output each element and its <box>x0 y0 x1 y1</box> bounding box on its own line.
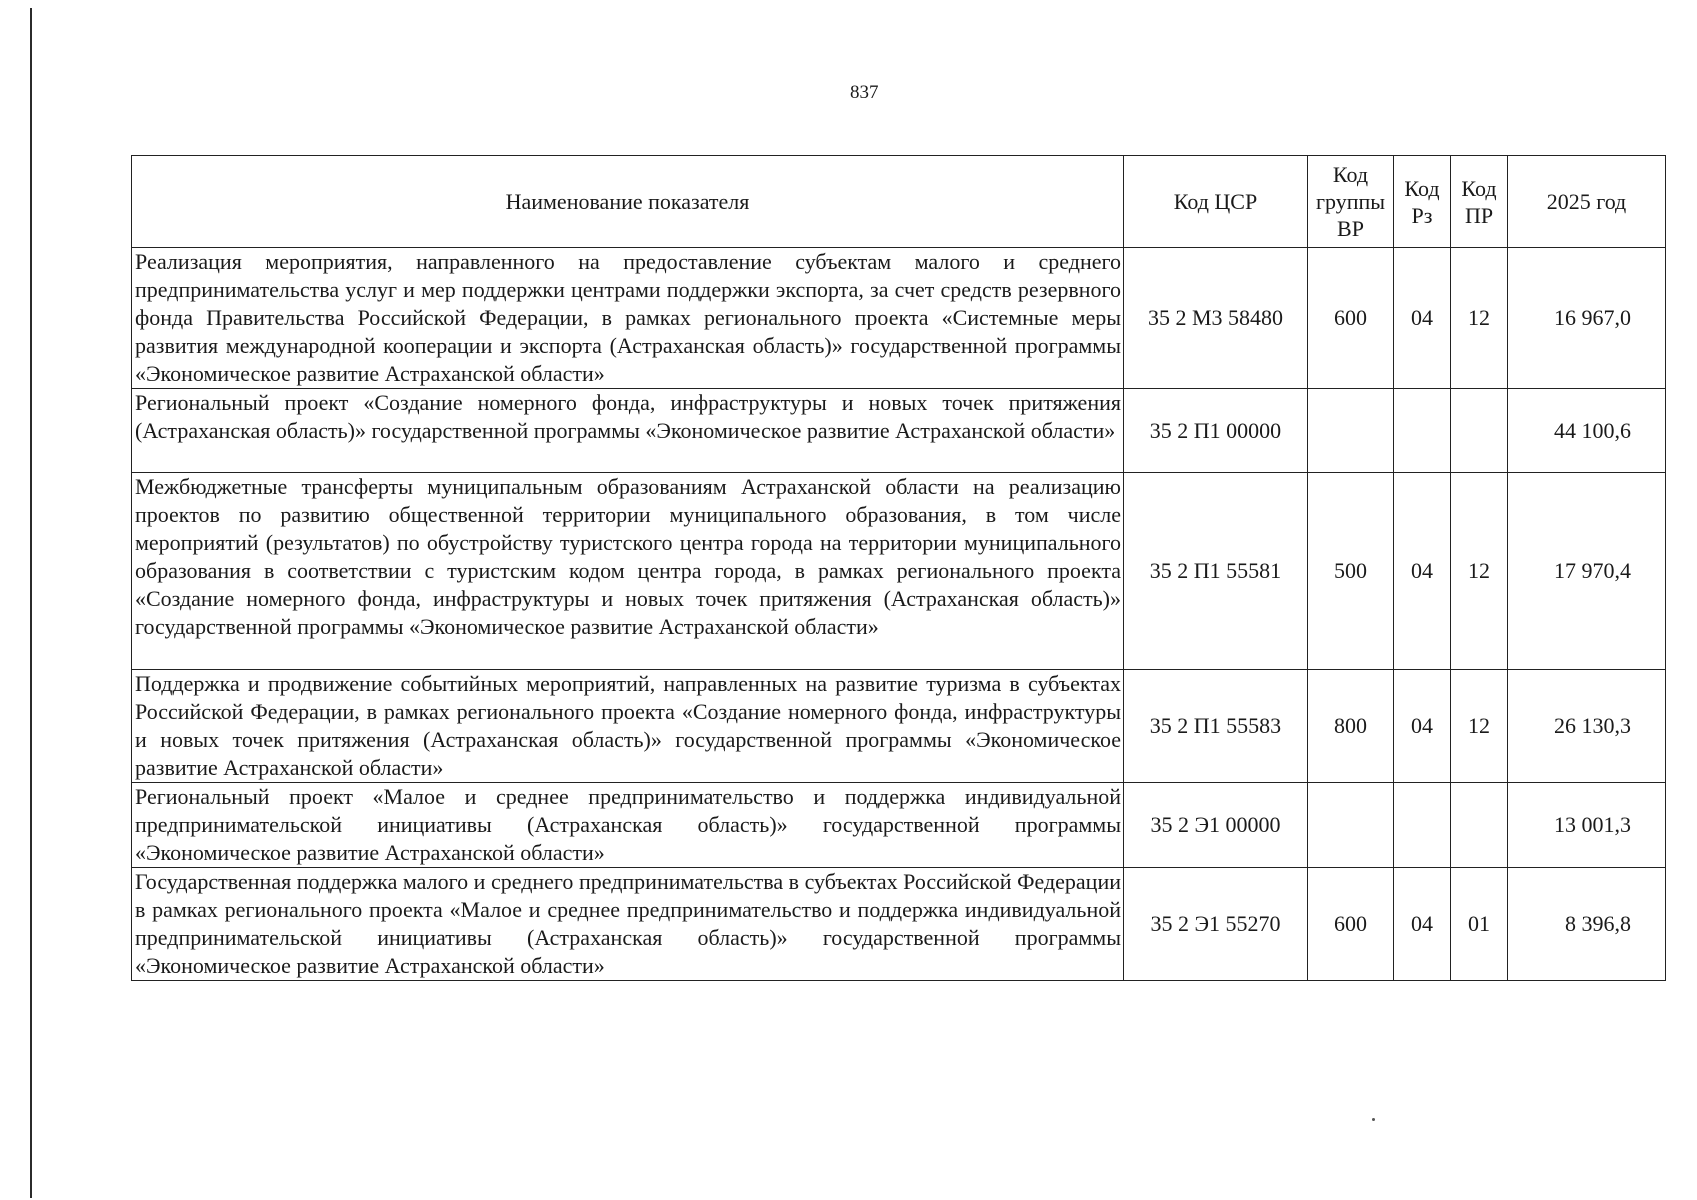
row-indicator-name: Поддержка и продвижение событийных мероприятий, направленных на развитие туризма в субъектах Российской Федерации, в рамках регионального проекта «Создание номерного фонда, инфраструктуры и новых точек притяжения (Астраханская область)» государственной программы «Экономическое развитие Астраханской области» <box>132 670 1124 783</box>
row-csr-code: 35 2 П1 55581 <box>1124 473 1308 670</box>
row-vr-code <box>1308 389 1394 473</box>
row-amount-2025: 17 970,4 <box>1508 473 1666 670</box>
row-indicator-name: Региональный проект «Создание номерного фонда, инфраструктуры и новых точек притяжения (Астраханская область)» государственной программы «Экономическое развитие Астраханской области» <box>132 389 1124 473</box>
table-row <box>132 473 1666 670</box>
row-indicator-name: Государственная поддержка малого и среднего предпринимательства в субъектах Российской Федерации в рамках регионального проекта «Малое и среднее предпринимательство и поддержка индивидуальной предпринимательской инициативы (Астраханская область)» государственной программы «Экономическое развитие Астраханской области» <box>132 868 1124 981</box>
table-row <box>132 670 1666 783</box>
row-pr-code: 12 <box>1451 670 1508 783</box>
row-vr-code <box>1308 783 1394 868</box>
page-number: 837 <box>850 82 879 103</box>
header-indicator-name: Наименование показателя <box>132 156 1124 248</box>
header-csr-code: Код ЦСР <box>1124 156 1308 248</box>
row-rz-code <box>1394 783 1451 868</box>
row-rz-code: 04 <box>1394 670 1451 783</box>
row-rz-code: 04 <box>1394 868 1451 981</box>
row-pr-code: 12 <box>1451 248 1508 389</box>
row-indicator-name: Региональный проект «Малое и среднее предпринимательство и поддержка индивидуальной предпринимательской инициативы (Астраханская область)» государственной программы «Экономическое развитие Астраханской области» <box>132 783 1124 868</box>
row-vr-code: 500 <box>1308 473 1394 670</box>
table-row <box>132 248 1666 389</box>
row-rz-code: 04 <box>1394 248 1451 389</box>
row-csr-code: 35 2 П1 00000 <box>1124 389 1308 473</box>
row-amount-2025: 8 396,8 <box>1508 868 1666 981</box>
row-indicator-name: Межбюджетные трансферты муниципальным образованиям Астраханской области на реализацию проектов по развитию общественной территории муниципального образования, в том числе мероприятий (результатов) по обустройству туристского центра города на территории муниципального образования в соответствии с туристским кодом центра города, в рамках регионального проекта «Создание номерного фонда, инфраструктуры и новых точек притяжения (Астраханская область)» государственной программы «Экономическое развитие Астраханской области» <box>132 473 1124 670</box>
row-amount-2025: 16 967,0 <box>1508 248 1666 389</box>
table-row <box>132 389 1666 473</box>
header-year-2025: 2025 год <box>1508 156 1666 248</box>
row-csr-code: 35 2 Э1 00000 <box>1124 783 1308 868</box>
row-amount-2025: 44 100,6 <box>1508 389 1666 473</box>
row-vr-code: 800 <box>1308 670 1394 783</box>
row-vr-code: 600 <box>1308 868 1394 981</box>
row-indicator-name: Реализация мероприятия, направленного на предоставление субъектам малого и среднего предпринимательства услуг и мер поддержки центрами поддержки экспорта, за счет средств резервного фонда Правительства Российской Федерации, в рамках регионального проекта «Системные меры развития международной кооперации и экспорта (Астраханская область)» государственной программы «Экономическое развитие Астраханской области» <box>132 248 1124 389</box>
header-rz-code: Код Рз <box>1394 156 1451 248</box>
row-csr-code: 35 2 П1 55583 <box>1124 670 1308 783</box>
table-row <box>132 868 1666 981</box>
budget-table <box>131 155 1666 981</box>
row-csr-code: 35 2 Э1 55270 <box>1124 868 1308 981</box>
row-pr-code: 12 <box>1451 473 1508 670</box>
row-amount-2025: 13 001,3 <box>1508 783 1666 868</box>
header-vr-group-code: Код группы ВР <box>1308 156 1394 248</box>
row-rz-code <box>1394 389 1451 473</box>
row-csr-code: 35 2 М3 58480 <box>1124 248 1308 389</box>
header-pr-code: Код ПР <box>1451 156 1508 248</box>
row-pr-code: 01 <box>1451 868 1508 981</box>
table-row <box>132 783 1666 868</box>
table-header-row <box>132 156 1666 248</box>
row-rz-code: 04 <box>1394 473 1451 670</box>
row-pr-code <box>1451 389 1508 473</box>
row-vr-code: 600 <box>1308 248 1394 389</box>
row-amount-2025: 26 130,3 <box>1508 670 1666 783</box>
scan-speck <box>1372 1118 1375 1121</box>
scan-margin-line <box>30 8 32 1198</box>
row-pr-code <box>1451 783 1508 868</box>
